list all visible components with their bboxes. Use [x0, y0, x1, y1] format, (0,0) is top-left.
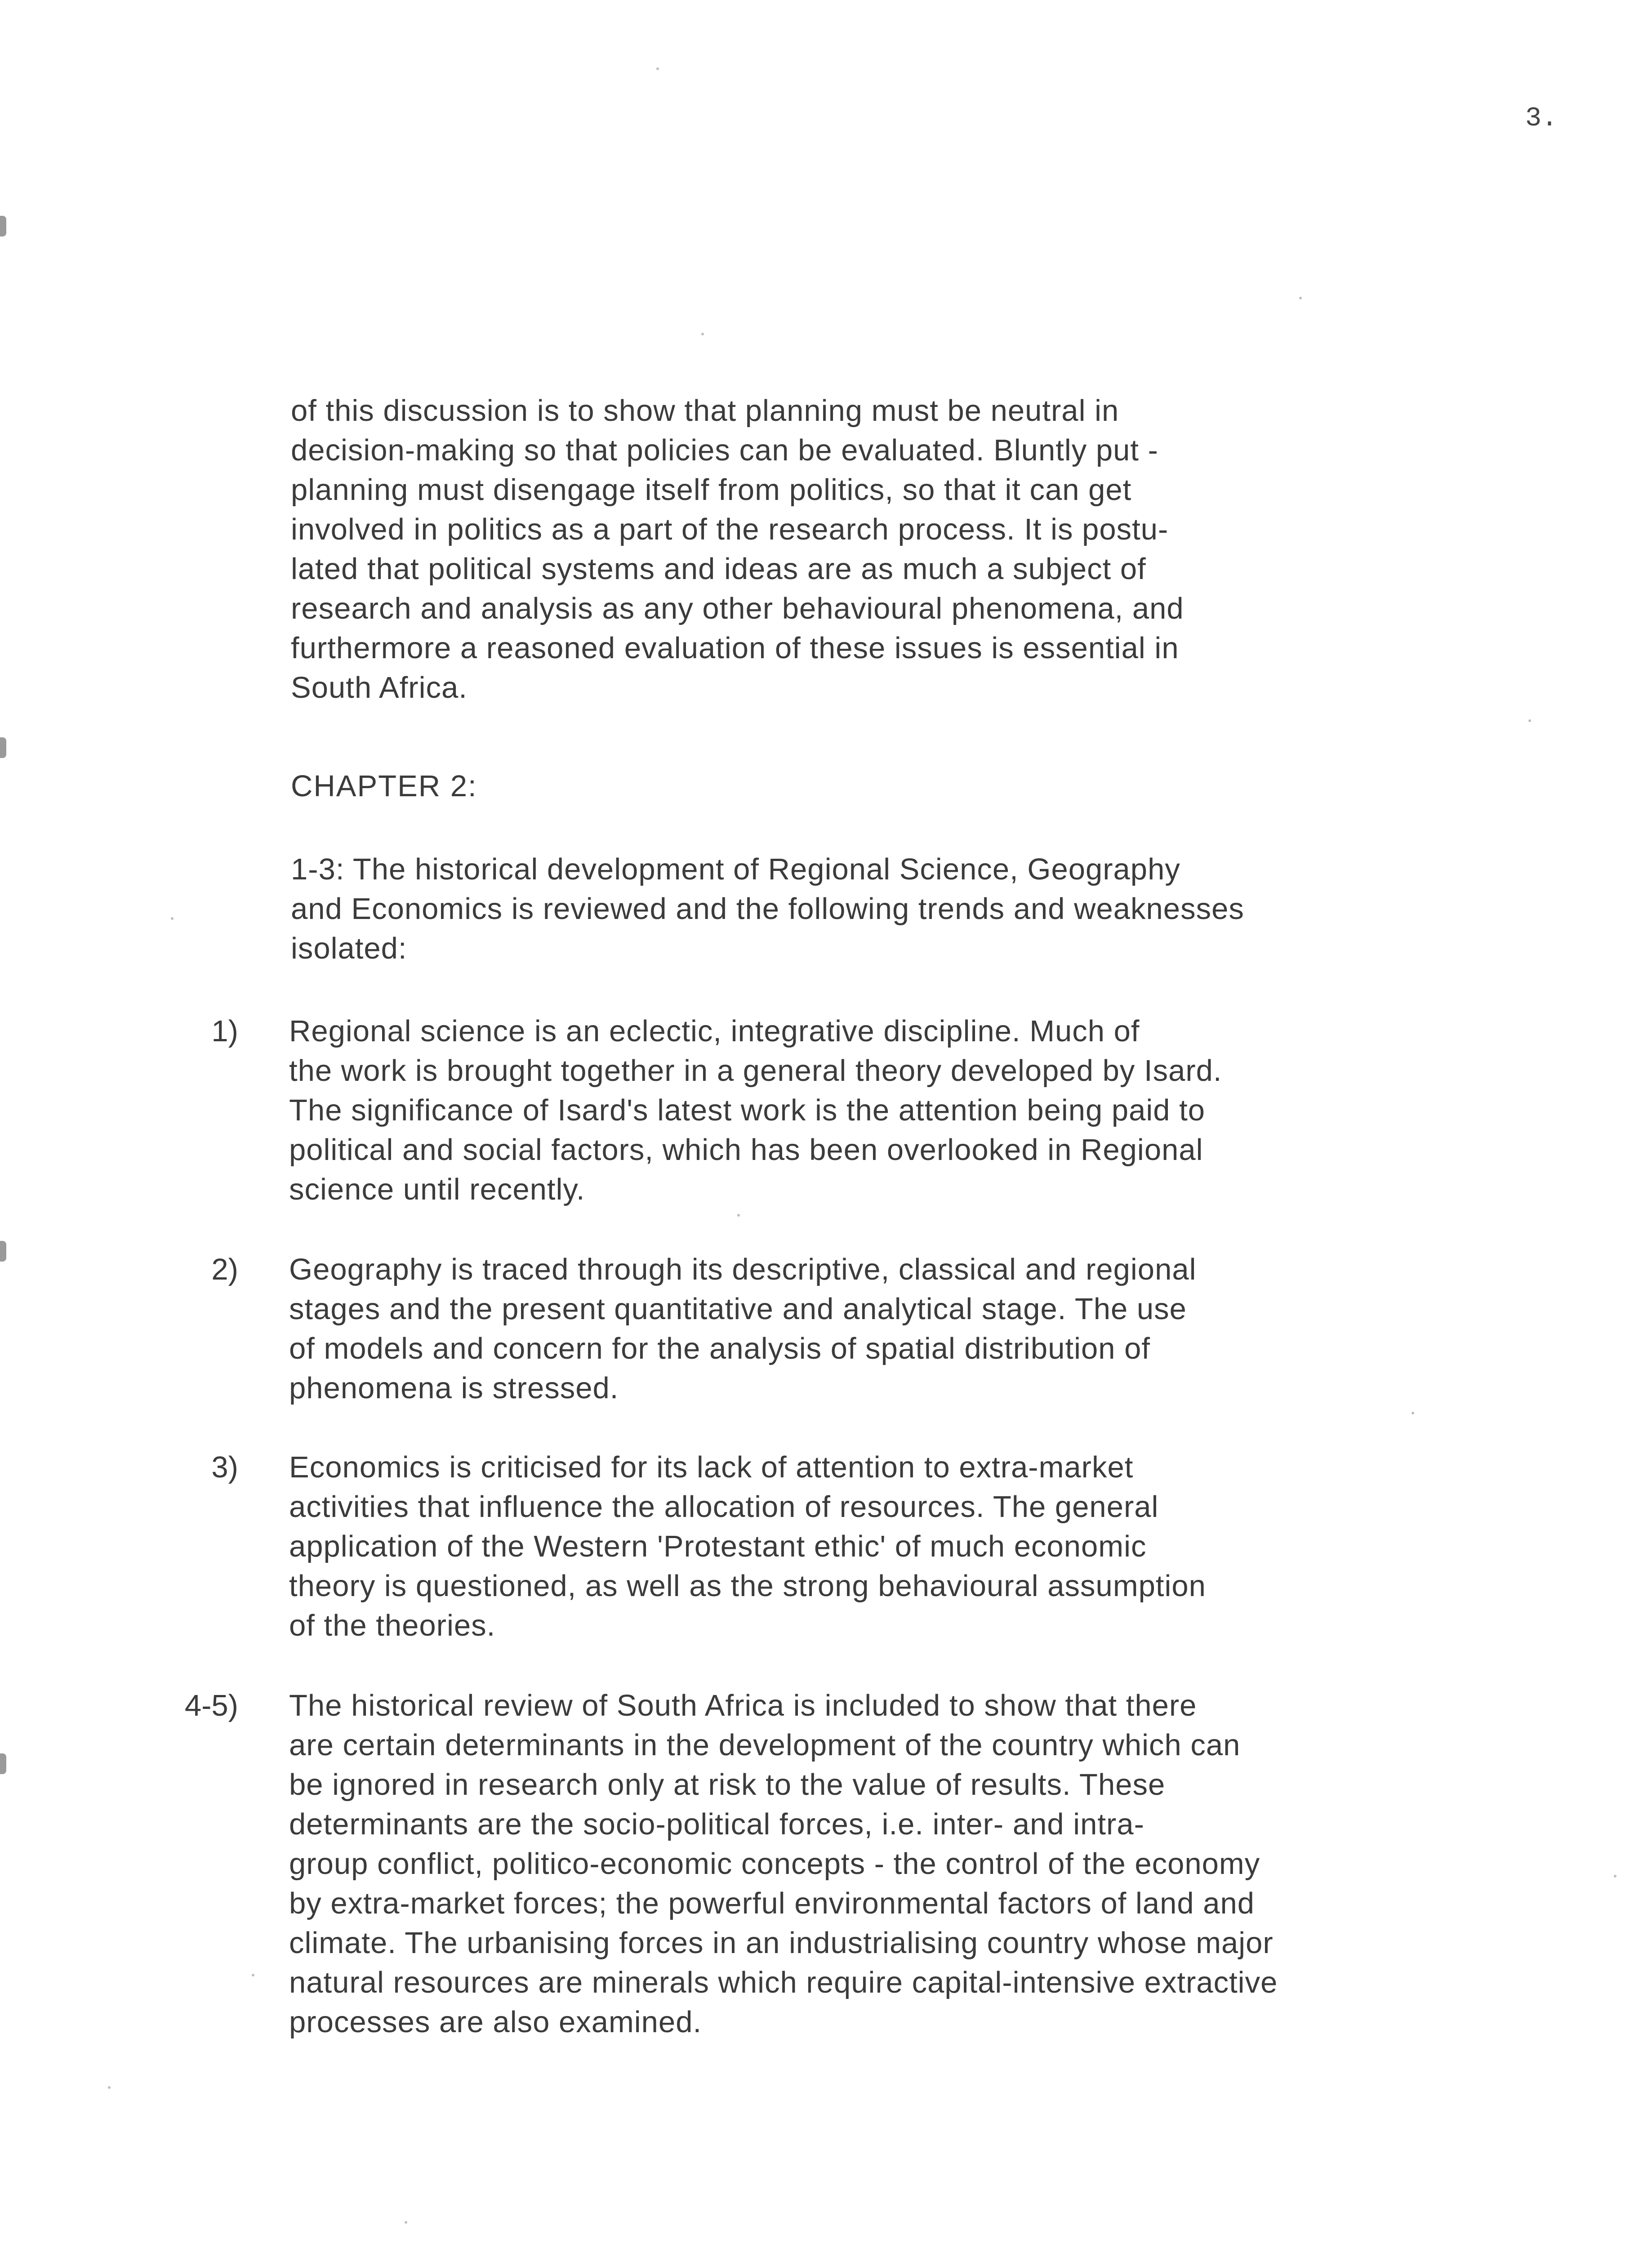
scan-speck	[405, 2221, 407, 2224]
intro-paragraph: of this discussion is to show that planning must be neutral in decision-making so that policies can be evaluated. Bluntly put - planning must disengage itself from politics, so that it can get involved in politics as a part of the research process. It is postu- lated that political systems and ideas are as much a subject of research and analysis as any other behavioural phenomena, and furthermore a reasoned evaluation of these issues is essential in South Africa.	[291, 394, 1184, 705]
scan-speck	[737, 1214, 740, 1217]
scan-edge-mark	[0, 1753, 6, 1774]
scan-speck	[1528, 719, 1531, 722]
scan-speck	[656, 67, 659, 70]
scan-edge-mark	[0, 1241, 6, 1262]
scan-edge-mark	[0, 737, 6, 758]
list-item-text: The historical review of South Africa is included to show that there are certain determinants in the development of the country which can be ignored in research only at risk to the value of results. These determinants are the socio-political forces, i.e. inter- and intra- group conflict, politico-economic concepts - the control of the economy by extra-market forces; the powerful environmental factors of land and climate. The urbanising forces in an industrialising country whose major natural resources are minerals which require capital-intensive extractive processes are also examined.	[289, 1689, 1278, 2039]
list-item-number: 4-5)	[184, 1689, 238, 1722]
scan-speck	[701, 333, 704, 335]
chapter-heading: CHAPTER 2:	[291, 769, 477, 803]
list-item-number: 1)	[211, 1014, 238, 1048]
list-item-number: 2)	[211, 1253, 238, 1286]
scan-speck	[171, 917, 174, 920]
list-item-text: Regional science is an eclectic, integrative discipline. Much of the work is brought together in a general theory developed by Isard. The significance of Isard's latest work is the attention being paid to political and social factors, which has been overlooked in Regional science until recently.	[289, 1014, 1222, 1206]
scan-speck	[1299, 297, 1302, 299]
list-item-number: 3)	[211, 1450, 238, 1484]
scan-speck	[1614, 1875, 1616, 1878]
scan-edge-mark	[0, 216, 6, 236]
scan-speck	[1412, 1412, 1414, 1414]
list-item-text: Geography is traced through its descriptive, classical and regional stages and the present quantitative and analytical stage. The use of models and concern for the analysis of spatial distribution of phenomena is stressed.	[289, 1253, 1197, 1405]
page-number: 3.	[1525, 103, 1558, 134]
list-item-text: Economics is criticised for its lack of attention to extra-market activities that influence the allocation of resources. The general application of the Western 'Protestant ethic' of much economic theory is questioned, as well as the strong behavioural assumption of the theories.	[289, 1450, 1206, 1642]
section-intro-paragraph: 1-3: The historical development of Regional Science, Geography and Economics is reviewed and the following trends and weaknesses isolated:	[291, 852, 1244, 965]
scan-speck	[252, 1974, 254, 1976]
scan-speck	[108, 2086, 111, 2089]
